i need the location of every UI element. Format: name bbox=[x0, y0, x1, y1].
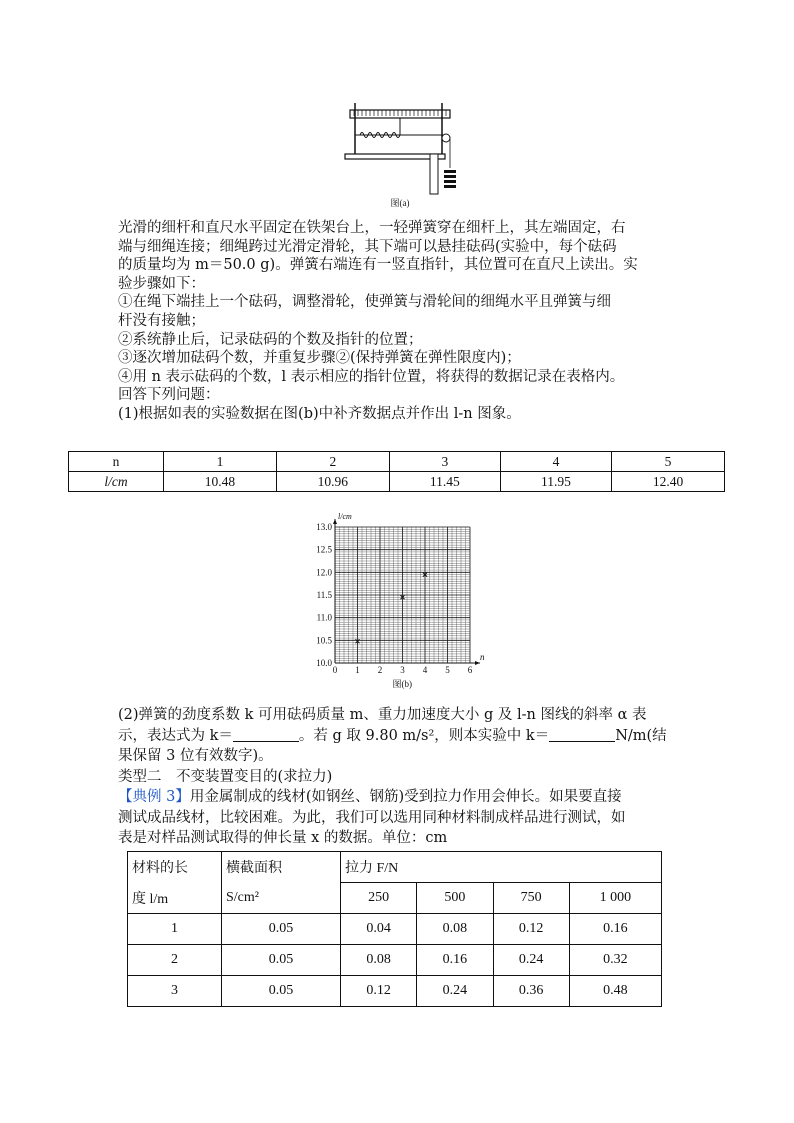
table-cell: 0.05 bbox=[222, 945, 341, 976]
table-cell: 1 bbox=[128, 914, 222, 945]
x-tick-label: 0 bbox=[332, 665, 338, 675]
ruler bbox=[350, 110, 450, 118]
y-tick-label: 10.0 bbox=[316, 658, 332, 668]
table-cell: 12.40 bbox=[612, 472, 725, 492]
table-cell: 0.32 bbox=[569, 945, 661, 976]
table-cell: 0.05 bbox=[222, 914, 341, 945]
table-cell: 0.12 bbox=[493, 914, 569, 945]
x-tick-label: 3 bbox=[400, 665, 405, 675]
q2-line bbox=[118, 726, 688, 747]
length-header-text: 度 l/m bbox=[132, 891, 169, 907]
x-tick-label: 4 bbox=[422, 665, 428, 675]
area-header-unit: S/cm² bbox=[222, 883, 341, 914]
pulley bbox=[442, 134, 450, 142]
table-cell: 3 bbox=[128, 976, 222, 1007]
l-n-graph bbox=[300, 505, 500, 695]
table-header-row bbox=[128, 852, 662, 883]
y-tick-label: 10.5 bbox=[316, 635, 332, 646]
example-line: 测试成品线材，比较困难。为此，我们可以选用同种材料制成样品进行测试，如 bbox=[118, 809, 626, 826]
answer-blank-expression[interactable] bbox=[233, 727, 299, 742]
x-tick-label: 6 bbox=[467, 665, 473, 675]
weights-stack bbox=[444, 170, 456, 188]
intro-line: 光滑的细杆和直尺水平固定在铁架台上，一轻弹簧穿在细杆上，其左端固定，右 bbox=[118, 220, 626, 236]
y-axis-label: l/cm bbox=[338, 512, 352, 521]
row-header-l: l/cm bbox=[69, 472, 164, 492]
force-header: 拉力 F/N bbox=[341, 852, 662, 883]
table-cell: 5 bbox=[612, 452, 725, 472]
table-cell: 0.04 bbox=[341, 914, 417, 945]
x-tick-labels bbox=[333, 665, 473, 675]
example-text: 用金属制成的线材(如钢丝、钢筋)受到拉力作用会伸长。如果要直接 bbox=[189, 789, 622, 805]
table-cell: 0.24 bbox=[417, 976, 493, 1007]
table-header-row bbox=[128, 883, 662, 914]
table-row bbox=[128, 976, 662, 1007]
intro-line: (1)根据如表的实验数据在图(b)中补齐数据点并作出 l-n 图象。 bbox=[118, 405, 521, 422]
table-cell: 0.16 bbox=[417, 945, 493, 976]
force-value: 750 bbox=[493, 883, 569, 914]
x-tick-label: 2 bbox=[377, 665, 383, 675]
intro-line: 回答下列问题： bbox=[118, 387, 220, 404]
force-value: 1 000 bbox=[569, 883, 661, 914]
table-cell: 0.08 bbox=[341, 945, 417, 976]
table-cell: 0.48 bbox=[569, 976, 661, 1007]
area-header: 横截面积 bbox=[222, 852, 341, 883]
q2-line: (2)弹簧的劲度系数 k 可用砝码质量 m、重力加速度大小 g 及 l-n 图线的斜率 α 表 bbox=[118, 707, 647, 723]
table-cell: 0.08 bbox=[417, 914, 493, 945]
intro-line: 验步骤如下： bbox=[118, 275, 205, 292]
x-tick-label: 1 bbox=[355, 665, 360, 675]
y-tick-label: 11.0 bbox=[316, 612, 332, 623]
table-cell: 1 bbox=[164, 452, 277, 472]
table-cell: 10.96 bbox=[276, 472, 389, 492]
question-2-text bbox=[118, 705, 688, 849]
table-cell: 0.05 bbox=[222, 976, 341, 1007]
figure-b-caption: 图(b) bbox=[392, 679, 412, 689]
n-l-data-table bbox=[68, 451, 725, 492]
row-header-n: n bbox=[69, 452, 164, 472]
example-line bbox=[118, 787, 688, 808]
length-header-unit bbox=[128, 883, 222, 914]
table-cell: 0.16 bbox=[569, 914, 661, 945]
intro-line: 的质量均为 m＝50.0 g)。弹簧右端连有一竖直指针，其位置可在直尺上读出。实 bbox=[118, 257, 638, 274]
axes bbox=[333, 519, 480, 665]
length-header: 材料的长 bbox=[128, 852, 222, 883]
table-cell: 3 bbox=[389, 452, 500, 472]
figure-a-caption: 图(a) bbox=[390, 198, 410, 208]
table-cell: 0.12 bbox=[341, 976, 417, 1007]
intro-text bbox=[118, 219, 688, 424]
y-tick-labels bbox=[316, 522, 332, 668]
q2-text: 示，表达式为 k＝ bbox=[118, 727, 233, 744]
q2-text: N/m(结 bbox=[615, 727, 667, 744]
intro-line: ④用 n 表示砝码的个数，l 表示相应的指针位置，将获得的数据记录在表格内。 bbox=[118, 368, 625, 385]
y-tick-label: 11.5 bbox=[316, 590, 332, 600]
y-tick-label: 12.0 bbox=[316, 567, 332, 578]
x-tick-label: 5 bbox=[445, 665, 450, 675]
example-line: 表是对样品测试取得的伸长量 x 的数据。单位：cm bbox=[118, 830, 448, 846]
table-cell: 2 bbox=[276, 452, 389, 472]
force-value: 250 bbox=[341, 883, 417, 914]
wire-elongation-table bbox=[127, 851, 662, 1007]
force-value: 500 bbox=[417, 883, 493, 914]
intro-line: 端与细绳连接；细绳跨过光滑定滑轮，其下端可以悬挂砝码(实验中，每个砝码 bbox=[118, 238, 617, 255]
table-cell: 4 bbox=[500, 452, 611, 472]
x-axis-label: n bbox=[480, 652, 485, 662]
clamp bbox=[430, 154, 438, 194]
table-row bbox=[69, 452, 725, 472]
y-axis-arrow bbox=[333, 519, 337, 524]
table-cell: 11.95 bbox=[500, 472, 611, 492]
table-cell: 0.36 bbox=[493, 976, 569, 1007]
y-tick-label: 13.0 bbox=[316, 522, 332, 532]
table-cell: 11.45 bbox=[389, 472, 500, 492]
q2-line: 果保留 3 位有效数字)。 bbox=[118, 748, 273, 764]
answer-blank-k[interactable] bbox=[549, 727, 615, 742]
data-points bbox=[356, 573, 428, 644]
table-cell: 2 bbox=[128, 945, 222, 976]
q2-text: 。若 g 取 9.80 m/s²，则本实验中 k＝ bbox=[298, 727, 550, 744]
intro-line: ③逐次增加砝码个数，并重复步骤②(保持弹簧在弹性限度内)； bbox=[118, 350, 521, 367]
example-label: 【典例 3】 bbox=[118, 789, 190, 805]
table-cell: 0.24 bbox=[493, 945, 569, 976]
table-row bbox=[128, 945, 662, 976]
table-row bbox=[128, 914, 662, 945]
intro-line: ②系统静止后，记录砝码的个数及指针的位置； bbox=[118, 331, 423, 348]
table-row bbox=[69, 472, 725, 492]
intro-line: 杆没有接触； bbox=[118, 312, 205, 329]
table-cell: 10.48 bbox=[164, 472, 277, 492]
y-tick-label: 12.5 bbox=[316, 544, 332, 555]
type2-heading: 类型二 不变装置变目的(求拉力) bbox=[118, 768, 333, 785]
intro-line: ①在绳下端挂上一个砝码，调整滑轮，使弹簧与滑轮间的细绳水平且弹簧与细 bbox=[118, 294, 611, 311]
